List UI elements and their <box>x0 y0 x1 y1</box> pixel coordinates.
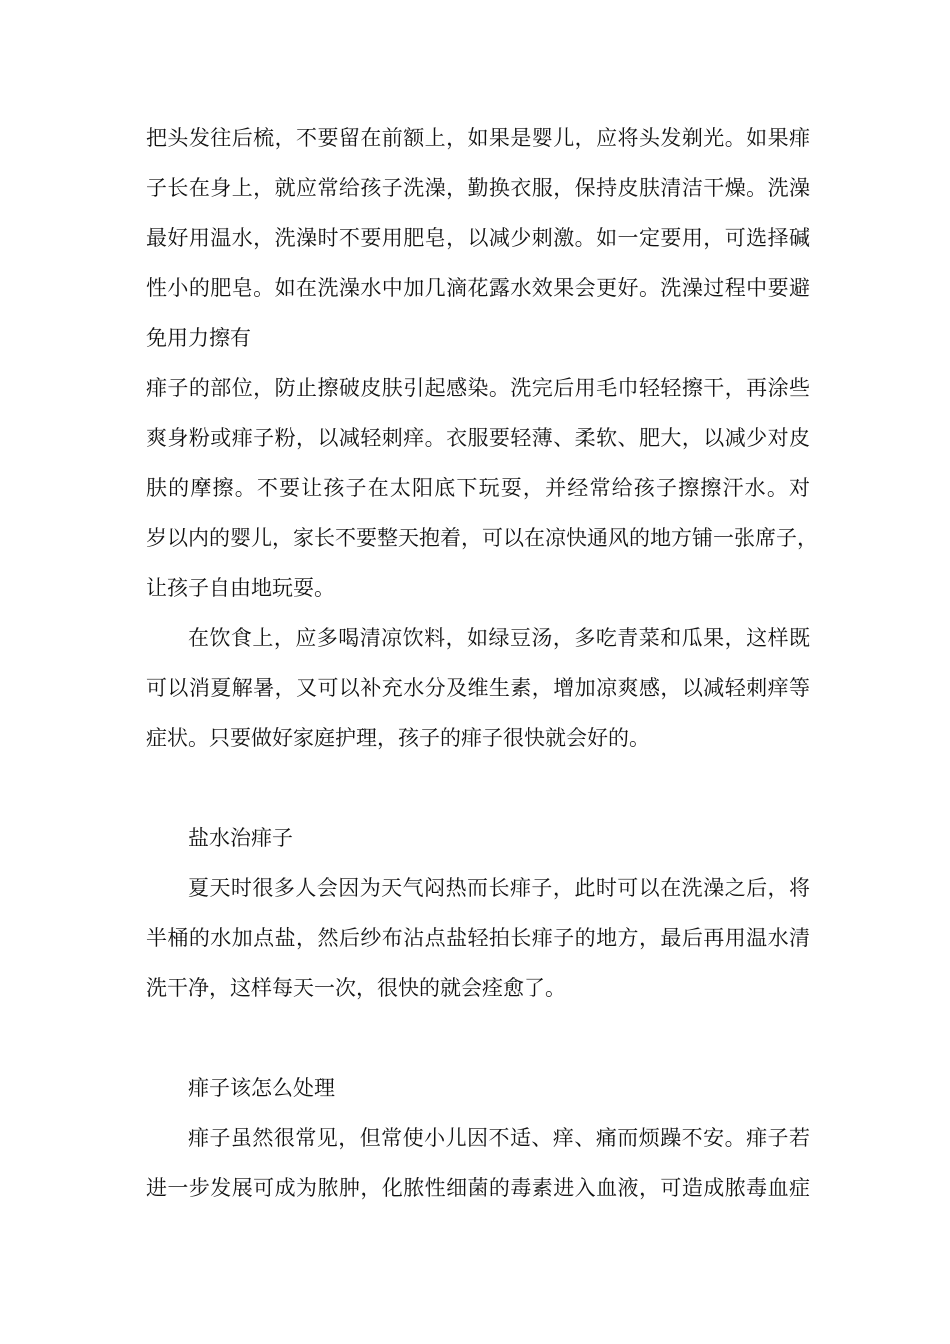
paragraph-care-2 <box>146 363 818 613</box>
section-heading: 盐水治痱子 <box>188 826 293 850</box>
text-line: 把头发往后梳，不要留在前额上，如果是婴儿，应将头发剃光。如果痱 <box>146 126 810 150</box>
text-line: 最好用温水，洗澡时不要用肥皂，以减少刺激。如一定要用，可选择碱 <box>146 226 810 250</box>
paragraph-diet <box>146 613 810 763</box>
blank-line <box>146 1013 810 1063</box>
text-line: 夏天时很多人会因为天气闷热而长痱子，此时可以在洗澡之后，将 <box>188 876 810 900</box>
text-line: 肤的摩擦。不要让孩子在太阳底下玩耍，并经常给孩子擦擦汗水。对 <box>146 476 810 500</box>
document-body <box>146 113 818 1213</box>
text-line: 洗干净，这样每天一次，很快的就会痊愈了。 <box>146 976 566 1000</box>
blank-line <box>146 763 810 813</box>
text-line: 子长在身上，就应常给孩子洗澡，勤换衣服，保持皮肤清洁干燥。洗澡 <box>146 176 810 200</box>
section-heading: 痱子该怎么处理 <box>188 1076 335 1100</box>
section-salt-water <box>146 813 810 1013</box>
text-line: 进一步发展可成为脓肿，化脓性细菌的毒素进入血液，可造成脓毒血症 <box>146 1176 810 1200</box>
text-line: 让孩子自由地玩耍。 <box>146 576 335 600</box>
text-line: 免用力擦有 <box>146 326 251 350</box>
text-line: 痱子虽然很常见，但常使小儿因不适、痒、痛而烦躁不安。痱子若 <box>188 1126 810 1150</box>
text-line: 痱子的部位，防止擦破皮肤引起感染。洗完后用毛巾轻轻擦干，再涂些 <box>146 376 810 400</box>
section-treatment <box>146 1063 810 1213</box>
paragraph-care-1 <box>146 113 810 363</box>
text-line: 在饮食上，应多喝清凉饮料，如绿豆汤，多吃青菜和瓜果，这样既 <box>188 626 810 650</box>
text-line: 半桶的水加点盐，然后纱布沾点盐轻拍长痱子的地方，最后再用温水清 <box>146 926 810 950</box>
text-line: 爽身粉或痱子粉，以减轻刺痒。衣服要轻薄、柔软、肥大，以减少对皮 <box>146 426 810 450</box>
text-line: 症状。只要做好家庭护理，孩子的痱子很快就会好的。 <box>146 726 650 750</box>
text-line: 可以消夏解暑，又可以补充水分及维生素，增加凉爽感，以减轻刺痒等 <box>146 676 810 700</box>
text-line: 岁以内的婴儿，家长不要整天抱着，可以在凉快通风的地方铺一张席子， <box>146 526 818 550</box>
text-line: 性小的肥皂。如在洗澡水中加几滴花露水效果会更好。洗澡过程中要避 <box>146 276 810 300</box>
